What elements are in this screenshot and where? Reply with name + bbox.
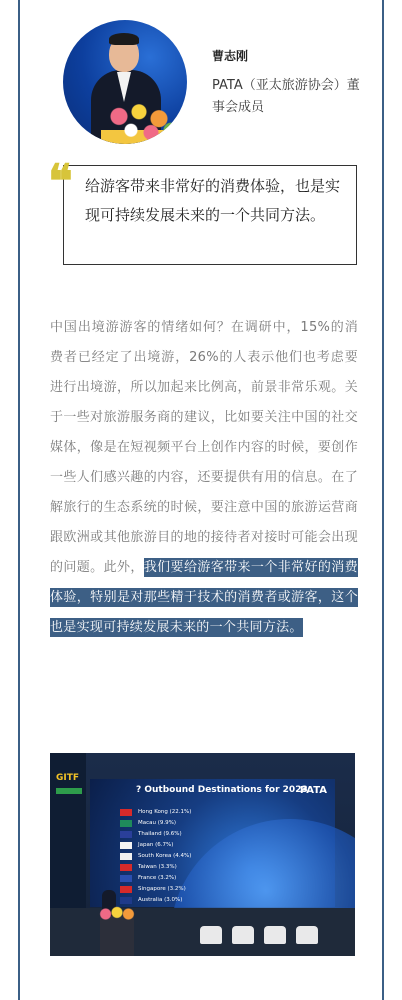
stage-chair bbox=[200, 926, 222, 944]
flag-icon bbox=[120, 886, 132, 893]
stage-chair bbox=[264, 926, 286, 944]
destination-label: South Korea (4.4%) bbox=[138, 853, 192, 859]
presentation-screen bbox=[90, 779, 335, 907]
pata-logo: PATA bbox=[299, 785, 327, 796]
flag-icon bbox=[120, 831, 132, 838]
destination-row bbox=[120, 807, 191, 817]
destination-label: Taiwan (3.3%) bbox=[138, 864, 177, 870]
destination-row bbox=[120, 884, 191, 894]
destination-label: France (3.2%) bbox=[138, 875, 177, 881]
article-highlight: 我们要给游客带来一个非常好的消费体验，特别是对那些精于技术的消费者或游客，这个也是实现可持续发展未来的一个共同方法。 bbox=[50, 560, 358, 635]
stage-chair bbox=[232, 926, 254, 944]
event-photo bbox=[50, 753, 355, 956]
article-paragraph: 中国出境游游客的情绪如何？在调研中，15%的消费者已经定了出境游，26%的人表示他们也考虑要进行出境游，所以加起来比例高，前景非常乐观。关于一些对旅游服务商的建议，比如要关注中国的社交媒体，像是在短视频平台上创作内容的时候，要创作一些人们感兴趣的内容，还要提供有用的信息。在了解旅行的生态系统的时候，要注意中国的旅游运营商跟欧洲或其他旅游目的地的接待者对接时可能会出现的问题。此外， bbox=[50, 320, 358, 575]
destination-label: Japan (6.7%) bbox=[138, 842, 174, 848]
destination-row bbox=[120, 851, 191, 861]
screen-title: ? Outbound Destinations for 2023 bbox=[136, 785, 308, 795]
destination-list bbox=[120, 807, 191, 917]
destination-label: Singapore (3.2%) bbox=[138, 886, 186, 892]
destination-label: Macau (9.9%) bbox=[138, 820, 177, 826]
quote-mark-icon: ❝ bbox=[48, 154, 73, 208]
destination-row bbox=[120, 840, 191, 850]
flag-icon bbox=[120, 842, 132, 849]
destination-label: Australia (3.0%) bbox=[138, 897, 183, 903]
flag-icon bbox=[120, 853, 132, 860]
destination-label: Hong Kong (22.1%) bbox=[138, 809, 192, 815]
destination-label: Thailand (9.6%) bbox=[138, 831, 182, 837]
lectern bbox=[100, 916, 134, 956]
quote-text: 给游客带来非常好的消费体验，也是实现可持续发展未来的一个共同方法。 bbox=[85, 177, 341, 224]
destination-row bbox=[120, 895, 191, 905]
lectern-flowers bbox=[98, 906, 136, 922]
flag-icon bbox=[120, 875, 132, 882]
left-frame-line bbox=[18, 0, 20, 1000]
flag-icon bbox=[120, 820, 132, 827]
gitf-logo: GITF bbox=[56, 773, 80, 783]
destination-row bbox=[120, 873, 191, 883]
speaker-title: PATA（亚太旅游协会）董事会成员 bbox=[212, 78, 360, 115]
flag-icon bbox=[120, 809, 132, 816]
flag-icon bbox=[120, 864, 132, 871]
flag-icon bbox=[120, 897, 132, 904]
article-body bbox=[50, 313, 358, 643]
stage-chair bbox=[296, 926, 318, 944]
destination-row bbox=[120, 829, 191, 839]
destination-row bbox=[120, 818, 191, 828]
right-frame-line bbox=[382, 0, 384, 1000]
destination-row bbox=[120, 862, 191, 872]
gitf-logo-bar bbox=[56, 788, 82, 794]
speaker-avatar bbox=[63, 20, 187, 144]
speaker-name: 曹志刚 bbox=[212, 49, 249, 63]
